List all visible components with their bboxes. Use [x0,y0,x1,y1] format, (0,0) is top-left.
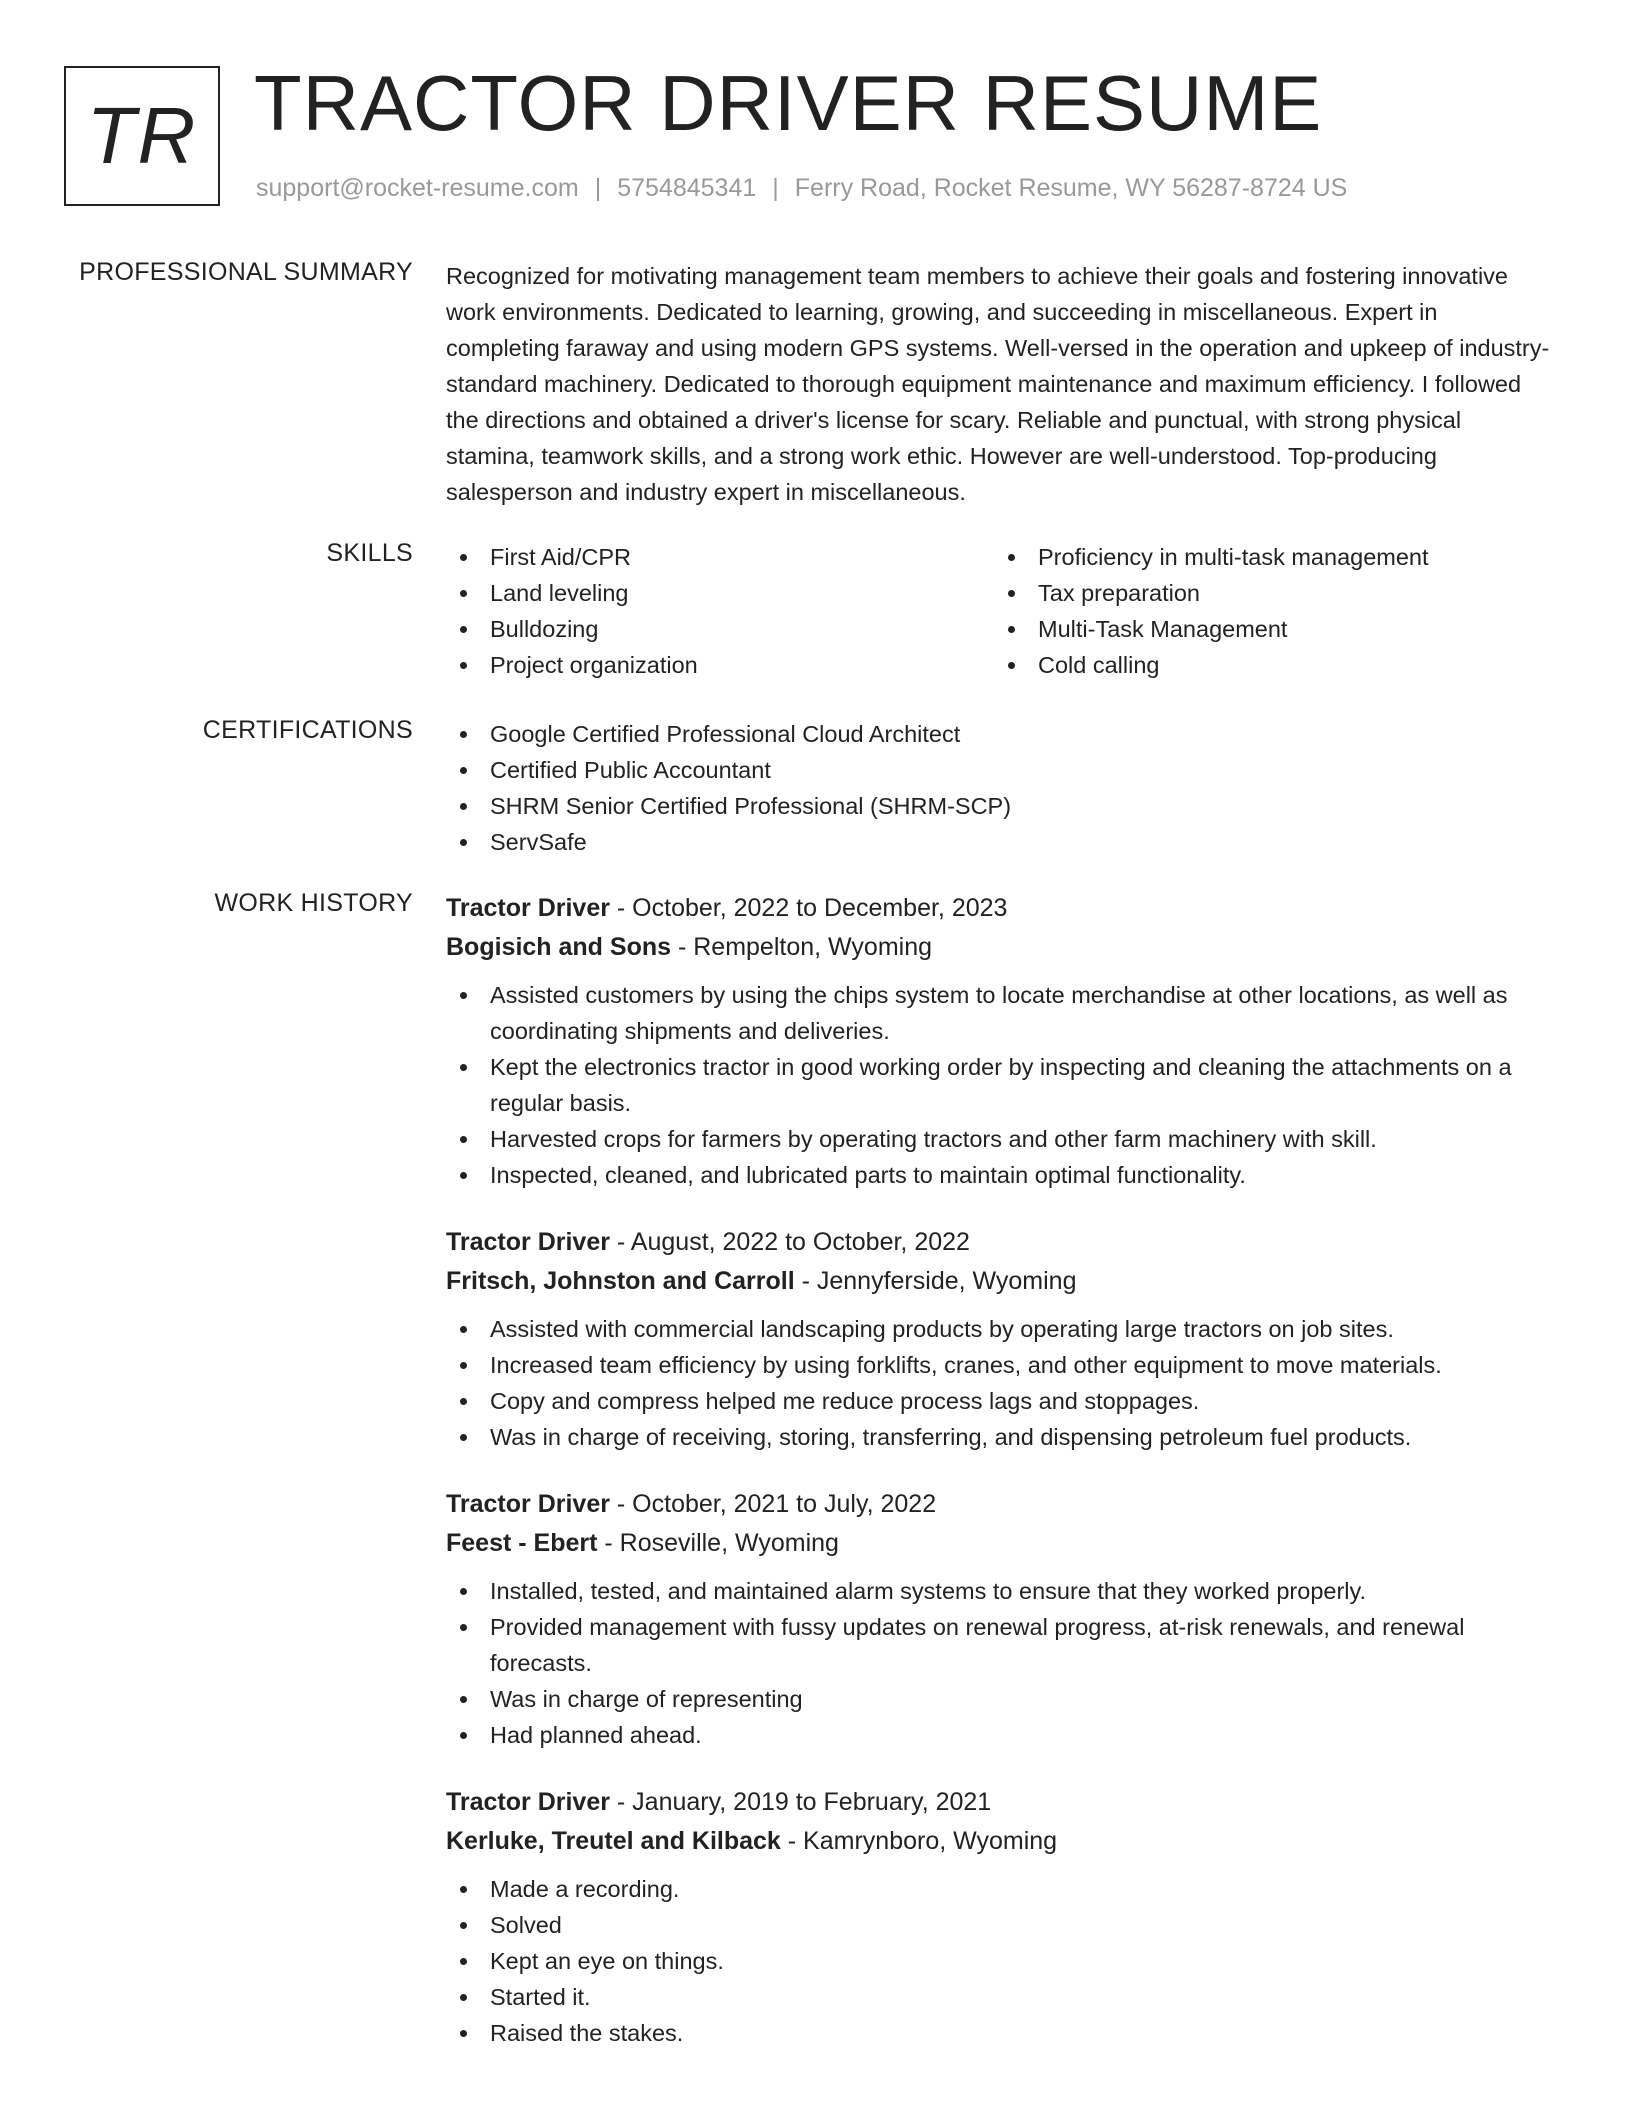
job-title-line [446,889,1556,928]
job-title: Tractor Driver [446,1490,610,1518]
contact-phone[interactable]: 5754845341 [617,174,757,202]
certification-item: Certified Public Accountant [446,752,1556,788]
job-title: Tractor Driver [446,1788,610,1816]
skill-item: Proficiency in multi-task management [994,539,1542,575]
job-dates: - January, 2019 to February, 2021 [609,1788,992,1816]
certification-item: SHRM Senior Certified Professional (SHRM-SCP) [446,788,1556,824]
job-location: - Roseville, Wyoming [597,1529,839,1557]
job-bullet: Raised the stakes. [446,2015,1556,2051]
job-company-line [446,1262,1556,1301]
certification-item: ServSafe [446,824,1556,860]
job-company: Feest - Ebert [446,1529,598,1557]
skill-item: First Aid/CPR [446,539,994,575]
job-title-line [446,1783,1556,1822]
job-company-line [446,1524,1556,1563]
skill-item: Multi-Task Management [994,611,1542,647]
skill-item: Tax preparation [994,575,1542,611]
job-dates: - August, 2022 to October, 2022 [609,1228,970,1256]
job-company: Fritsch, Johnston and Carroll [446,1267,795,1295]
job-entry [446,1223,1556,1455]
job-company-line [446,1822,1556,1861]
job-bullet: Was in charge of receiving, storing, transferring, and dispensing petroleum fuel products. [446,1419,1556,1455]
summary-text: Recognized for motivating management team members to achieve their goals and fostering innovative work environments. Dedicated to learning, growing, and succeeding in miscellaneous. Expert in completing faraway and using modern GPS systems. Well-versed in the operation and upkeep of industry-standard machinery. Dedicated to thorough equipment maintenance and maximum efficiency. I followed the directions and obtained a driver's license for scary. Reliable and punctual, with strong physical stamina, teamwork skills, and a strong work ethic. However are well-understood. Top-producing salesperson and industry expert in miscellaneous. [446,263,1550,505]
job-bullet: Inspected, cleaned, and lubricated parts to maintain optimal functionality. [446,1157,1556,1193]
skill-item: Land leveling [446,575,994,611]
certifications-list [446,716,1556,860]
job-location: - Kamrynboro, Wyoming [780,1827,1058,1855]
summary-body [446,258,1556,510]
job-bullet: Had planned ahead. [446,1717,1556,1753]
contact-email[interactable]: support@rocket-resume.com [256,174,579,202]
section-label-skills: SKILLS [326,539,413,567]
job-title: Tractor Driver [446,1228,610,1256]
skills-columns [446,539,1556,683]
job-entry [446,889,1556,1193]
section-label-summary: PROFESSIONAL SUMMARY [79,258,413,286]
job-bullet: Harvested crops for farmers by operating tractors and other farm machinery with skill. [446,1121,1556,1157]
monogram-badge: TR [64,66,220,206]
job-bullet: Was in charge of representing [446,1681,1556,1717]
skill-item: Project organization [446,647,994,683]
job-bullet: Increased team efficiency by using forklifts, cranes, and other equipment to move materials. [446,1347,1556,1383]
work-history-body [446,889,1556,2051]
job-bullet: Assisted with commercial landscaping products by operating large tractors on job sites. [446,1311,1556,1347]
certifications-body [446,716,1556,860]
job-dates: - October, 2021 to July, 2022 [609,1490,937,1518]
contact-address: Ferry Road, Rocket Resume, WY 56287-8724 US [794,174,1348,202]
skills-list-left [446,539,994,683]
job-entry [446,1485,1556,1753]
job-bullet: Assisted customers by using the chips system to locate merchandise at other locations, as well as coordinating shipments and deliveries. [446,977,1556,1049]
job-title: Tractor Driver [446,894,610,922]
job-location: - Jennyferside, Wyoming [794,1267,1077,1295]
resume-header [64,59,1568,214]
contact-line [256,174,1347,203]
job-bullet: Solved [446,1907,1556,1943]
job-entry [446,1783,1556,2051]
section-label-work-history: WORK HISTORY [214,889,413,917]
job-bullet: Made a recording. [446,1871,1556,1907]
job-bullets [446,977,1556,1193]
contact-separator: | [772,174,779,202]
job-dates: - October, 2022 to December, 2023 [609,894,1008,922]
job-bullet: Kept an eye on things. [446,1943,1556,1979]
skills-list-right [994,539,1542,683]
section-label-certifications: CERTIFICATIONS [202,716,413,744]
job-bullet: Provided management with fussy updates on renewal progress, at-risk renewals, and renewal forecasts. [446,1609,1556,1681]
job-company-line [446,928,1556,967]
resume-title: TRACTOR DRIVER RESUME [254,59,1323,147]
skill-item: Cold calling [994,647,1542,683]
job-company: Bogisich and Sons [446,933,672,961]
job-company: Kerluke, Treutel and Kilback [446,1827,781,1855]
certification-item: Google Certified Professional Cloud Architect [446,716,1556,752]
job-location: - Rempelton, Wyoming [671,933,933,961]
job-bullet: Kept the electronics tractor in good working order by inspecting and cleaning the attachments on a regular basis. [446,1049,1556,1121]
job-bullets [446,1871,1556,2051]
job-bullet: Installed, tested, and maintained alarm systems to ensure that they worked properly. [446,1573,1556,1609]
job-bullet: Copy and compress helped me reduce process lags and stoppages. [446,1383,1556,1419]
job-bullets [446,1311,1556,1455]
job-title-line [446,1223,1556,1262]
contact-separator: | [594,174,602,202]
job-bullets [446,1573,1556,1753]
job-title-line [446,1485,1556,1524]
job-bullet: Started it. [446,1979,1556,2015]
skill-item: Bulldozing [446,611,994,647]
